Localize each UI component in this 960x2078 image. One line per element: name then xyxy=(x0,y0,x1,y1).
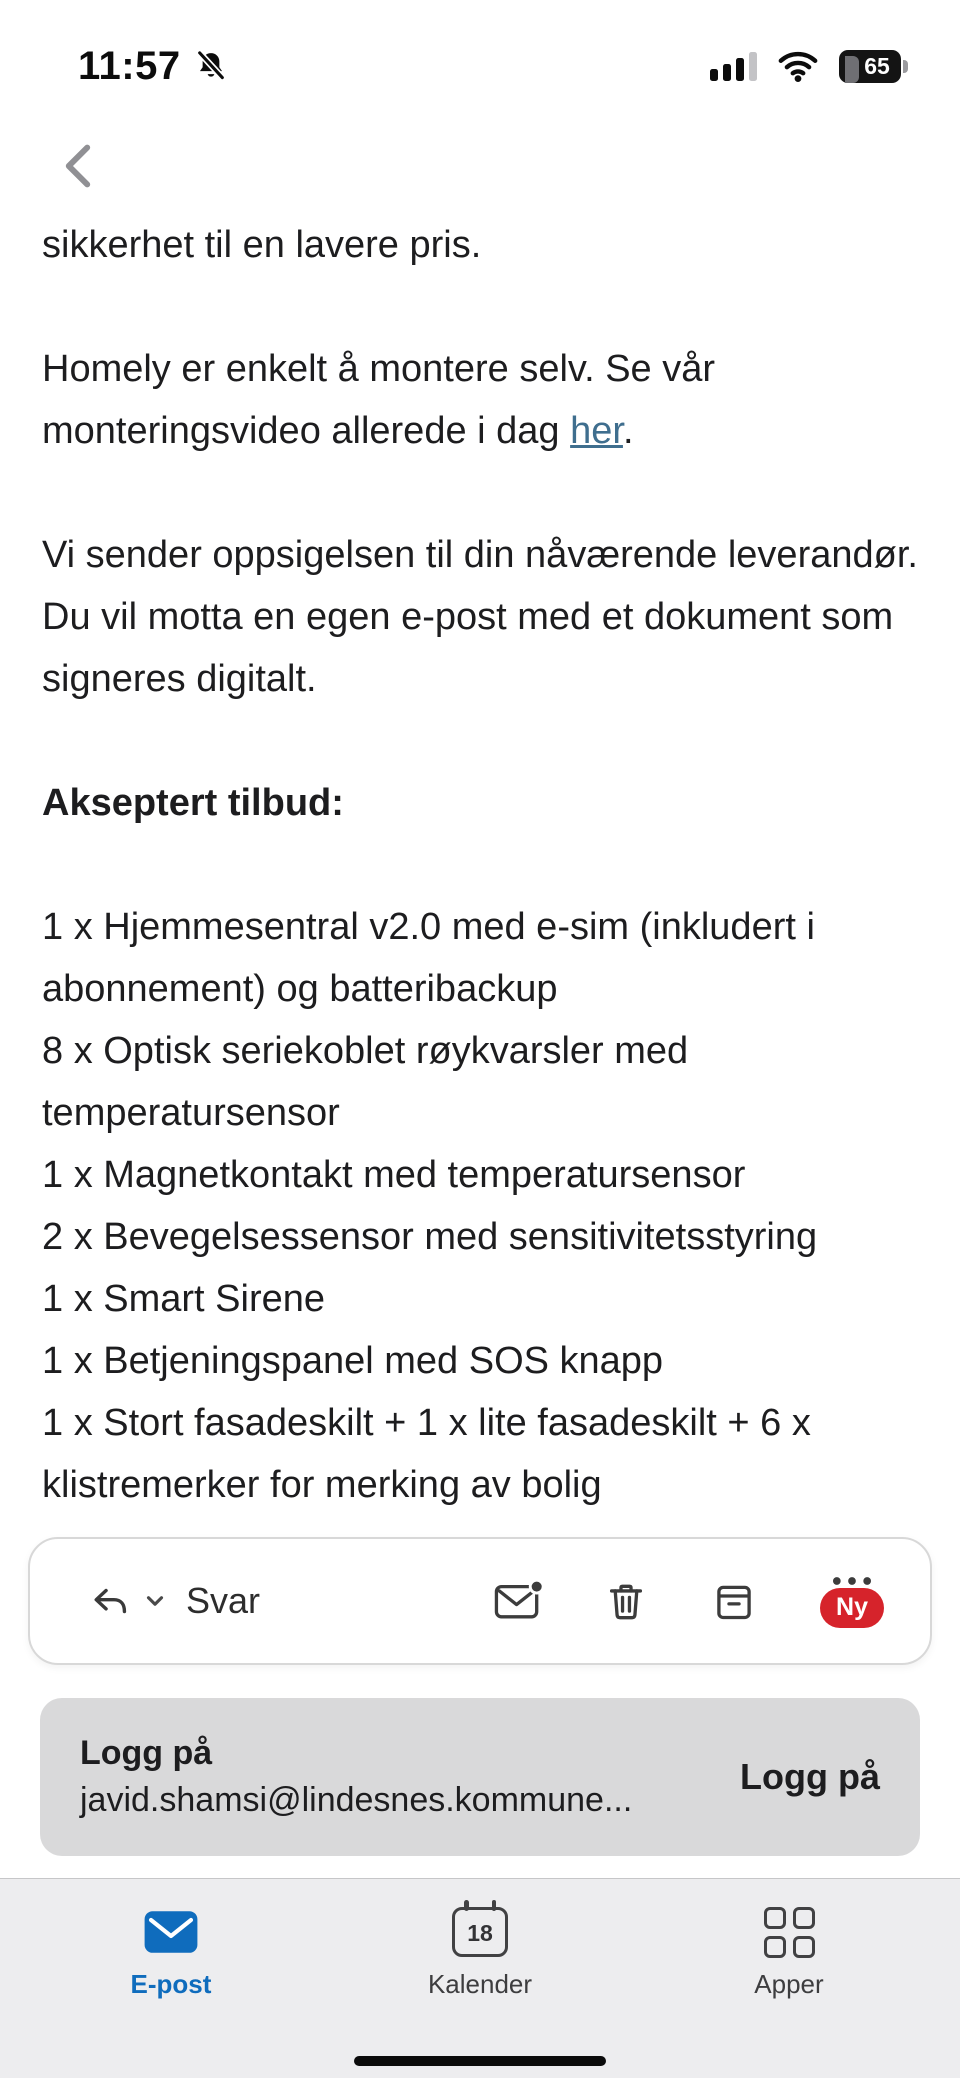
mail-envelope-icon xyxy=(142,1905,200,1959)
offer-item: 2 x Bevegelsessensor med sensitivitetsstyring xyxy=(42,1216,818,1258)
calendar-date: 18 xyxy=(467,1920,493,1946)
archive-icon xyxy=(711,1578,757,1624)
tab-kalender-label: Kalender xyxy=(427,1969,533,1999)
status-bar xyxy=(0,0,960,118)
offer-item: 1 x Betjeningspanel med SOS knapp xyxy=(42,1340,664,1382)
signin-info xyxy=(80,1734,632,1820)
status-right xyxy=(710,50,908,83)
battery-percent: 65 xyxy=(864,52,890,79)
mark-unread-button[interactable] xyxy=(486,1578,550,1624)
back-button[interactable] xyxy=(52,136,104,196)
trash-icon xyxy=(603,1578,649,1624)
tab-kalender[interactable] xyxy=(395,1905,565,2078)
offer-item: 8 x Optisk seriekoblet røykvarsler med temperatursensor xyxy=(42,1030,689,1134)
apps-grid-icon xyxy=(764,1905,815,1959)
tab-epost[interactable] xyxy=(86,1905,256,2078)
offer-item: 1 x Stort fasadeskilt + 1 x lite fasadeskilt + 6 x klistremerker for merking av bolig xyxy=(42,1402,811,1506)
more-icon xyxy=(831,1574,873,1588)
email-paragraph-text: Homely er enkelt å montere selv. Se vår monteringsvideo allerede i dag xyxy=(42,348,716,452)
mail-unread-icon xyxy=(491,1578,545,1624)
archive-button[interactable] xyxy=(702,1578,766,1624)
offer-item: 1 x Magnetkontakt med temperatursensor xyxy=(42,1154,746,1196)
email-paragraph-text: . xyxy=(622,410,634,452)
signin-account: javid.shamsi@lindesnes.kommune... xyxy=(80,1781,633,1819)
clock: 11:57 xyxy=(78,43,181,88)
signin-action-button[interactable]: Logg på xyxy=(740,1756,880,1797)
email-paragraph: Vi sender oppsigelsen til din nåværende leverandør. Du vil motta en egen e-post med et dokument som signeres digitalt. xyxy=(42,534,918,700)
message-action-toolbar xyxy=(28,1537,932,1665)
battery-icon xyxy=(839,50,908,83)
reply-label: Svar xyxy=(186,1580,261,1621)
toolbar-actions xyxy=(486,1574,894,1628)
offer-item-list xyxy=(42,896,918,1516)
email-paragraph xyxy=(42,338,918,462)
email-paragraph: sikkerhet til en lavere pris. xyxy=(42,224,482,266)
tab-apper[interactable] xyxy=(704,1905,874,2078)
reply-options-chevron-icon[interactable] xyxy=(142,1588,168,1614)
bottom-tab-bar xyxy=(0,1878,960,2078)
email-heading: Akseptert tilbud: xyxy=(42,782,344,824)
email-body xyxy=(42,214,918,1516)
reply-button[interactable] xyxy=(86,1580,260,1622)
more-options-button[interactable] xyxy=(810,1574,894,1628)
bell-slash-icon xyxy=(193,48,229,84)
tab-apper-label: Apper xyxy=(754,1969,824,1999)
reply-arrow-icon xyxy=(86,1580,134,1622)
nav-bar xyxy=(0,118,960,214)
new-badge: Ny xyxy=(820,1588,884,1628)
chevron-left-icon xyxy=(58,142,98,190)
calendar-icon xyxy=(452,1905,508,1959)
her-link[interactable]: her xyxy=(570,410,623,452)
signin-banner[interactable] xyxy=(40,1698,920,1856)
home-indicator[interactable] xyxy=(354,2056,606,2066)
status-left xyxy=(78,44,229,89)
offer-item: 1 x Smart Sirene xyxy=(42,1278,325,1320)
delete-button[interactable] xyxy=(594,1578,658,1624)
signin-title: Logg på xyxy=(80,1734,213,1772)
cellular-signal-icon xyxy=(710,51,757,81)
tab-epost-label: E-post xyxy=(130,1969,212,1999)
offer-item: 1 x Hjemmesentral v2.0 med e-sim (inkludert i abonnement) og batteribackup xyxy=(42,906,815,1010)
wifi-icon xyxy=(777,50,819,82)
